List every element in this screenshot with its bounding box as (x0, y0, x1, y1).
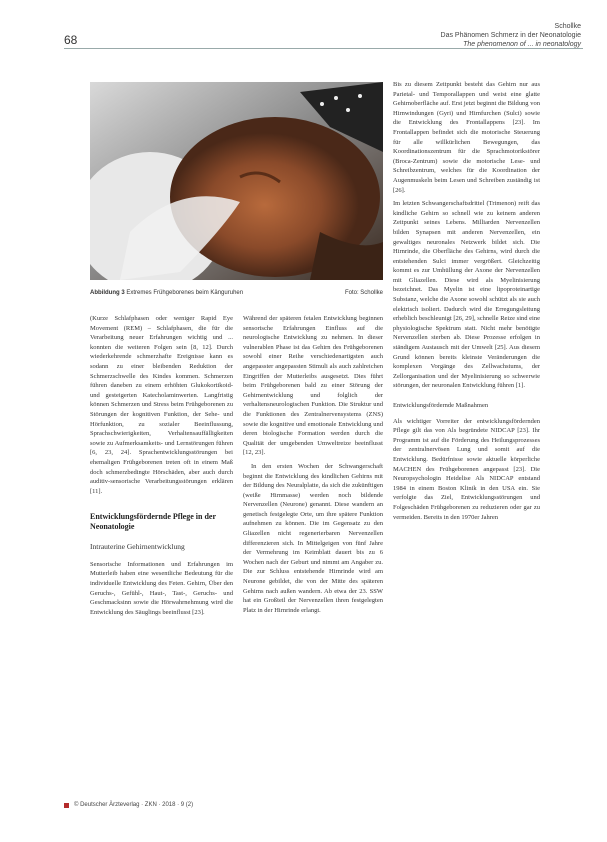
body-paragraph: In den ersten Wochen der Schwangerschaft beginnt die Entwicklung des kindlichen Gehirns mit der Bildung des Neuralplatte, da sich die zukünftigen (weiße Hirnmasse) werden noch bildende Nervenzellen (Neurone) genannt. Diese wandern an genetisch festgelegte Orte, um ihre spätere Funktion aufnehmen zu können. Die im Gegensatz zu den Gliazellen nicht regenerierbaren Nervenzellen differenzieren sich. In Mittelgeigen von fünf Jahre der Vermehrung im Keimblatt dauert bis zu 6 Wochen nach der Geburt und nimmt am Angaber zu. Die zur Schluss entstehende Hirnrinde wird am Neurone gebildet, die von der Mitte des späteren Gehirns nach außen wandern. Ab etwa der 23. SSW hat ein Großteil der Nervenzellen ihren festgelegten Platz in der Hirnrinde erlangt. (243, 462, 383, 614)
running-head-title-en: The phenomenon of ... in neonatology (463, 41, 581, 48)
figure-caption-label: Abbildung 3 (90, 290, 125, 296)
running-head (331, 22, 581, 49)
body-paragraph: Sensorische Informationen und Erfahrungen im Mutterleib haben eine wesentliche Bedeutung für die individuelle Entwicklung des Feten. Gehirn, Über den Geruchs-, Gefühl-, Haut-, Tast-, Geruchs- und Geschmacksinn sowie die Hörwahrnehmung wird die Entwicklung des Säuglings beeinflusst [23]. (90, 560, 233, 616)
header-rule (64, 48, 583, 49)
text-column-2 (243, 314, 383, 619)
figure-caption (90, 290, 383, 296)
body-paragraph: Während der späteren fetalen Entwicklung beginnen sensorische Erfahrungen Einfluss auf die neurologische Entwicklung zu nehmen. In dieser vulnerablen Phase ist das Gehirn des Frühgeborenen sowohl einer Reihe verschiedenartigsten auch angepasster angepassten Stimuli als auch zahlreichen Eingriffen der Mutterleibs ausgesetzt. Dies führt beim Frühgeborenen bald zu einer Störung der Gehirnentwicklung und folglich der verhaltensneurologischen Funktion. Die Struktur und die Funktionen des Zentralnervensystems (ZNS) sowie die kognitive und emotionale Entwicklung und deren biologische Formation werden durch die Qualität der umgebenden Umweltreize beeinflusst [12, 23]. (243, 315, 383, 457)
figure-credit: Foto: Schollke (344, 290, 383, 296)
text-column-3 (393, 80, 540, 526)
sub-heading: Entwicklungsfördernde Maßnahmen (393, 402, 489, 409)
footer-text: © Deutscher Ärzteverlag · ZKN · 2018 · 9 (2) (74, 802, 194, 808)
sub-heading: Intrauterine Gehirnentwicklung (90, 542, 185, 552)
page-number: 68 (64, 33, 78, 47)
running-head-author: Schollke (554, 23, 581, 30)
body-paragraph: Bis zu diesem Zeitpunkt besteht das Gehirn nur aus Parietal- und Temporallappen und weist eine glatte Gehirnoberfläche auf. Erst jetzt beginnt die Bildung von Hirnwindungen (Gyri) und Hirnfurchen (Sulci) sowie die Entwicklung des Frontallappens [23]. Im Frontallappen befindet sich die motorische Steuerung für alle willkürlichen Bewegungen, das Koordinationszentrum für die Sprachmotorikstörer (Broca-Zentrum) sowie die motorische Lese- und Schreibzentrum, welches für die Koordination der Augenmuskeln beim Lesen und Schreiben zuständig ist [26]. (393, 81, 540, 194)
body-paragraph: (Kurze Schlafphasen oder weniger Rapid Eye Movement (REM) – Schlafphasen, die für die Verarbeitung neuer Erfahrungen wichtig und ... konnten die weiteren Folgen sein [8, 12]. Durch wiederkehrende schmerzhafte Ereignisse kann es sodann zu einer bleibenden Reduktion der Schmerzschwelle des Kindes kommen. Schmerzen führen daneben zu einem erhöhten Glukokortikoid- und gesteigerten Katecholaminwerten. Langfristig können Schmerzen und Stress beim Frühgeborenen zu Störungen der kognitiven Funktion, der Sehe- und Hörfunktion, zu sozialer Beeinflussung, Sprachschwierigkeiten, Verhaltensauffälligkeiten sowie zu Aufmerksamkeits- und Lernstörungen führen [6, 23, 24]. Sprachentwicklungsstörungen bei ehemaligen Frühgeborenen treten oft in einem Maß doch schmerzbedingte Hörschäden, aber auch durch auditiv-sensorische Verarbeitungsstörungen erklären [11]. (90, 315, 233, 495)
body-paragraph: Im letzten Schwangerschaftsdrittel (Trimenon) reift das kindliche Gehirn so schnell wie zu keinem anderen Zeitpunkt seines Lebens. Milliarden Nervenzellen bilden Synapsen mit anderen Nervenzellen, ein gewaltiges neuronales Netzwerk bildet sich. Die Hirnrinde, die Oberfläche des Gehirns, wird durch die entstehenden Sulci immer vergrößert. Gleichzeitig kommt es zur Umhüllung der Axone der Nervenzellen mit Gliazellen. Diese wird als Myelinisierung bezeichnet. Das Myelin ist eine lipoproteinartige Substanz, welche die Axone sowohl schützt als sie auch elektrisch isoliert. Dadurch wird die Erregungsleitung erheblich beschleunigt [26, 29], schnelle Reize sind eine physiologische Spektrum statt. Nicht mehr benötigte Nervenzellen sterben ab. Diese Prozesse erfolgen in ständigem Austausch mit der Umwelt [25]. Aus diesem Grund können bereits kleinste Veränderungen die komplexen Vorgänge des Zellwachstums, der Zellorganisation und der Myelinisierung so schwerwie störungen, der neuronalen Entwicklung führen [1]. (393, 200, 540, 390)
section-heading: Entwicklungsfördernde Pflege in der Neonatologie (90, 512, 216, 532)
running-head-title-de: Das Phänomen Schmerz in der Neonatologie (440, 32, 581, 39)
figure-photo (90, 82, 383, 280)
footer (64, 802, 193, 808)
body-paragraph: Als wichtiger Vorreiter der entwicklungsfördernden Pflege gilt das von Als begründete NIDCAP [23]. Ihr Programm ist auf die Förderung des Heilungsprozesses der zentralnervösen Lung und somit auf die Entwicklung. Bedürfnisse sowie aktuelle körperliche MACHEN des Frühgeborenen angepasst [23]. Die Neuropsychologin Heidelise Als NIDCAP entstand 1984 in einem Boston Klinik in den USA ein. Sie verfolgte das Ziel, Entwicklungsstörungen und Folgeschäden Frühgeborenen zu reduzieren oder gar zu vermeiden. Bereits in den 1970er Jahren (393, 417, 540, 521)
infant-photo-illustration (90, 82, 383, 280)
figure-caption-text: Extremes Frühgeborenes beim Känguruhen (126, 290, 244, 296)
text-column-1 (90, 314, 233, 621)
footer-square-icon (64, 803, 69, 808)
